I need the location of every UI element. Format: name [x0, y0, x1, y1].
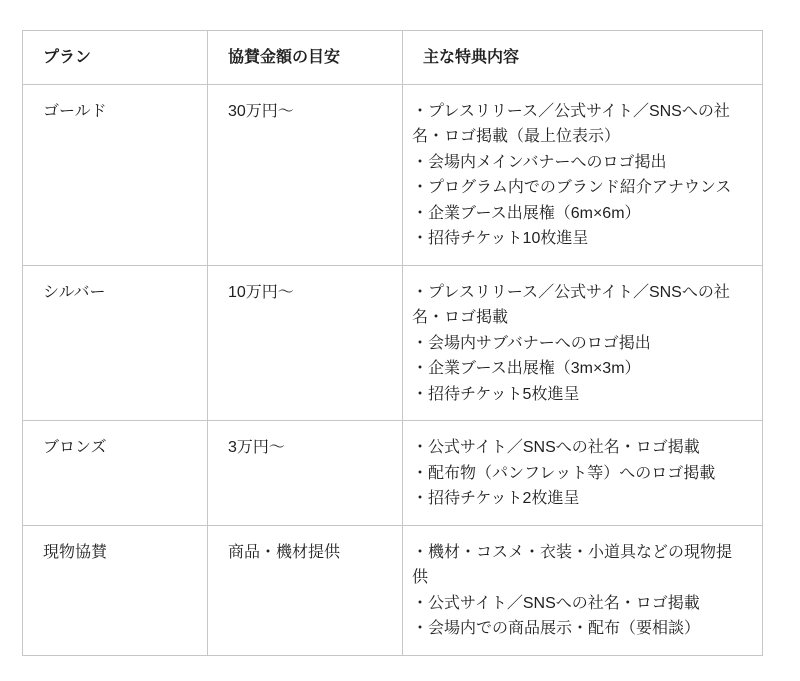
benefits-cell — [403, 84, 763, 265]
benefit-item: ・招待チケット5枚進呈 — [412, 385, 580, 403]
amount-cell: 30万円〜 — [208, 84, 403, 265]
sponsorship-table-container — [22, 30, 763, 656]
amount-cell: 10万円〜 — [208, 265, 403, 421]
header-row — [23, 31, 763, 85]
benefit-item: ・会場内での商品展示・配布（要相談） — [412, 620, 701, 637]
benefit-item: ・機材・コスメ・衣装・小道具などの現物提供 — [412, 543, 733, 586]
sponsorship-plan-table — [22, 30, 763, 656]
benefit-item: ・会場内サブバナーへのロゴ掲出 — [412, 334, 651, 352]
table-row-bronze — [23, 421, 763, 526]
header-plan: プラン — [23, 31, 208, 85]
plan-cell: シルバー — [23, 265, 208, 421]
benefit-item: ・企業ブース出展権（3m×3m） — [412, 360, 641, 377]
plan-cell: ゴールド — [23, 84, 208, 265]
table-row-gold — [23, 84, 763, 265]
amount-cell: 商品・機材提供 — [208, 525, 403, 655]
benefit-item: ・招待チケット10枚進呈 — [412, 230, 589, 247]
benefit-item: ・会場内メインバナーへのロゴ掲出 — [412, 153, 667, 171]
benefit-item: ・招待チケット2枚進呈 — [412, 490, 580, 507]
benefits-cell — [403, 421, 763, 526]
plan-cell: 現物協賛 — [23, 525, 208, 655]
plan-cell: ブロンズ — [23, 421, 208, 526]
table-row-in-kind — [23, 525, 763, 655]
benefit-item: ・プログラム内でのブランド紹介アナウンス — [412, 179, 732, 196]
header-benefits: 主な特典内容 — [403, 31, 763, 85]
benefit-item: ・配布物（パンフレット等）へのロゴ掲載 — [412, 464, 716, 482]
benefit-item: ・企業ブース出展権（6m×6m） — [412, 204, 641, 222]
benefit-item: ・公式サイト／SNSへの社名・ロゴ掲載 — [412, 594, 700, 612]
benefit-item: ・プレスリリース／公式サイト／SNSへの社名・ロゴ掲載 — [412, 283, 730, 326]
benefit-item: ・プレスリリース／公式サイト／SNSへの社名・ロゴ掲載（最上位表示） — [412, 102, 730, 145]
table-row-silver — [23, 265, 763, 421]
amount-cell: 3万円〜 — [208, 421, 403, 526]
header-amount: 協賛金額の目安 — [208, 31, 403, 85]
benefit-item: ・公式サイト／SNSへの社名・ロゴ掲載 — [412, 439, 700, 456]
benefits-cell — [403, 265, 763, 421]
benefits-cell — [403, 525, 763, 655]
